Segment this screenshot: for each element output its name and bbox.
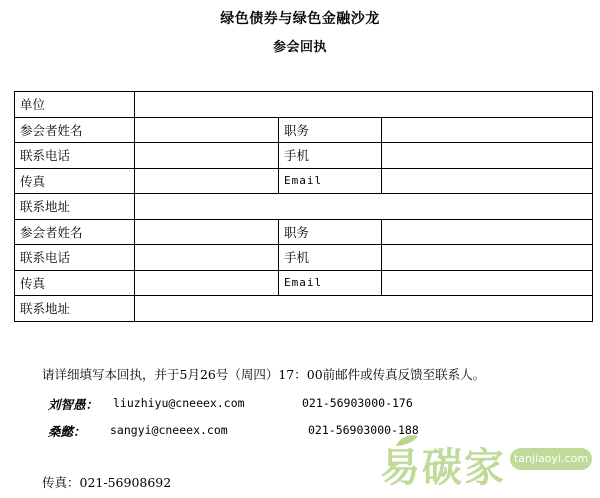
attendee1-name-label: 参会者姓名 — [15, 117, 135, 143]
attendee2-email-label: Email — [279, 270, 382, 296]
attendee2-fax-field[interactable] — [135, 270, 279, 296]
attendee1-phone-row — [15, 143, 593, 169]
unit-field[interactable] — [135, 92, 593, 118]
attendee1-address-row — [15, 194, 593, 220]
attendee2-address-row — [15, 296, 593, 322]
attendee1-position-label: 职务 — [279, 117, 382, 143]
contact-1-phone: 021-56903000-176 — [302, 396, 413, 410]
attendee1-fax-label: 传真 — [15, 168, 135, 194]
attendee2-fax-row — [15, 270, 593, 296]
attendee2-email-field[interactable] — [382, 270, 593, 296]
attendee2-phone-label: 联系电话 — [15, 245, 135, 271]
contact-name: 刘智愚： — [48, 397, 99, 412]
attendee1-fax-row — [15, 168, 593, 194]
contact-2-phone: 021-56903000-188 — [308, 423, 419, 437]
attendee1-position-field[interactable] — [382, 117, 593, 143]
attendee1-name-field[interactable] — [135, 117, 279, 143]
attendee1-phone-label: 联系电话 — [15, 143, 135, 169]
attendee2-address-label: 联系地址 — [15, 296, 135, 322]
contact-2-email[interactable]: sangyi@cneeex.com — [110, 423, 228, 437]
instructions-text: 请详细填写本回执，并于5月26号（周四）17：00前邮件或传真反馈至联系人。 — [42, 367, 486, 382]
attendee2-mobile-label: 手机 — [279, 245, 382, 271]
attendee1-phone-field[interactable] — [135, 143, 279, 169]
contact-1-name — [48, 395, 98, 413]
unit-row — [15, 92, 593, 118]
attendee1-email-field[interactable] — [382, 168, 593, 194]
attendee2-phone-row — [15, 245, 593, 271]
attendee1-email-label: Email — [279, 168, 382, 194]
watermark-text: 易碳家 — [380, 445, 506, 491]
attendee2-phone-field[interactable] — [135, 245, 279, 271]
watermark-badge: tanjiaoyi.com — [510, 448, 592, 470]
attendee2-name-row — [15, 219, 593, 245]
watermark-logo — [380, 434, 598, 492]
attendee2-mobile-field[interactable] — [382, 245, 593, 271]
attendee2-address-field[interactable] — [135, 296, 593, 322]
attendee2-name-label: 参会者姓名 — [15, 219, 135, 245]
document-subtitle: 参会回执 — [272, 40, 327, 55]
attendee2-position-label: 职务 — [279, 219, 382, 245]
registration-form-table — [14, 91, 593, 322]
unit-label: 单位 — [15, 92, 135, 118]
attendee1-name-row — [15, 117, 593, 143]
attendee1-mobile-label: 手机 — [279, 143, 382, 169]
attendee2-position-field[interactable] — [382, 219, 593, 245]
attendee1-mobile-field[interactable] — [382, 143, 593, 169]
attendee1-address-field[interactable] — [135, 194, 593, 220]
document-title: 绿色债券与绿色金融沙龙 — [220, 11, 380, 27]
attendee2-fax-label: 传真 — [15, 270, 135, 296]
attendee2-name-field[interactable] — [135, 219, 279, 245]
fax-number: 传真：021-56908692 — [42, 475, 172, 490]
attendee1-fax-field[interactable] — [135, 168, 279, 194]
contact-2-name — [48, 422, 86, 440]
contact-1-email[interactable]: liuzhiyu@cneeex.com — [113, 396, 245, 410]
contact-name: 桑懿： — [48, 424, 86, 439]
attendee1-address-label: 联系地址 — [15, 194, 135, 220]
